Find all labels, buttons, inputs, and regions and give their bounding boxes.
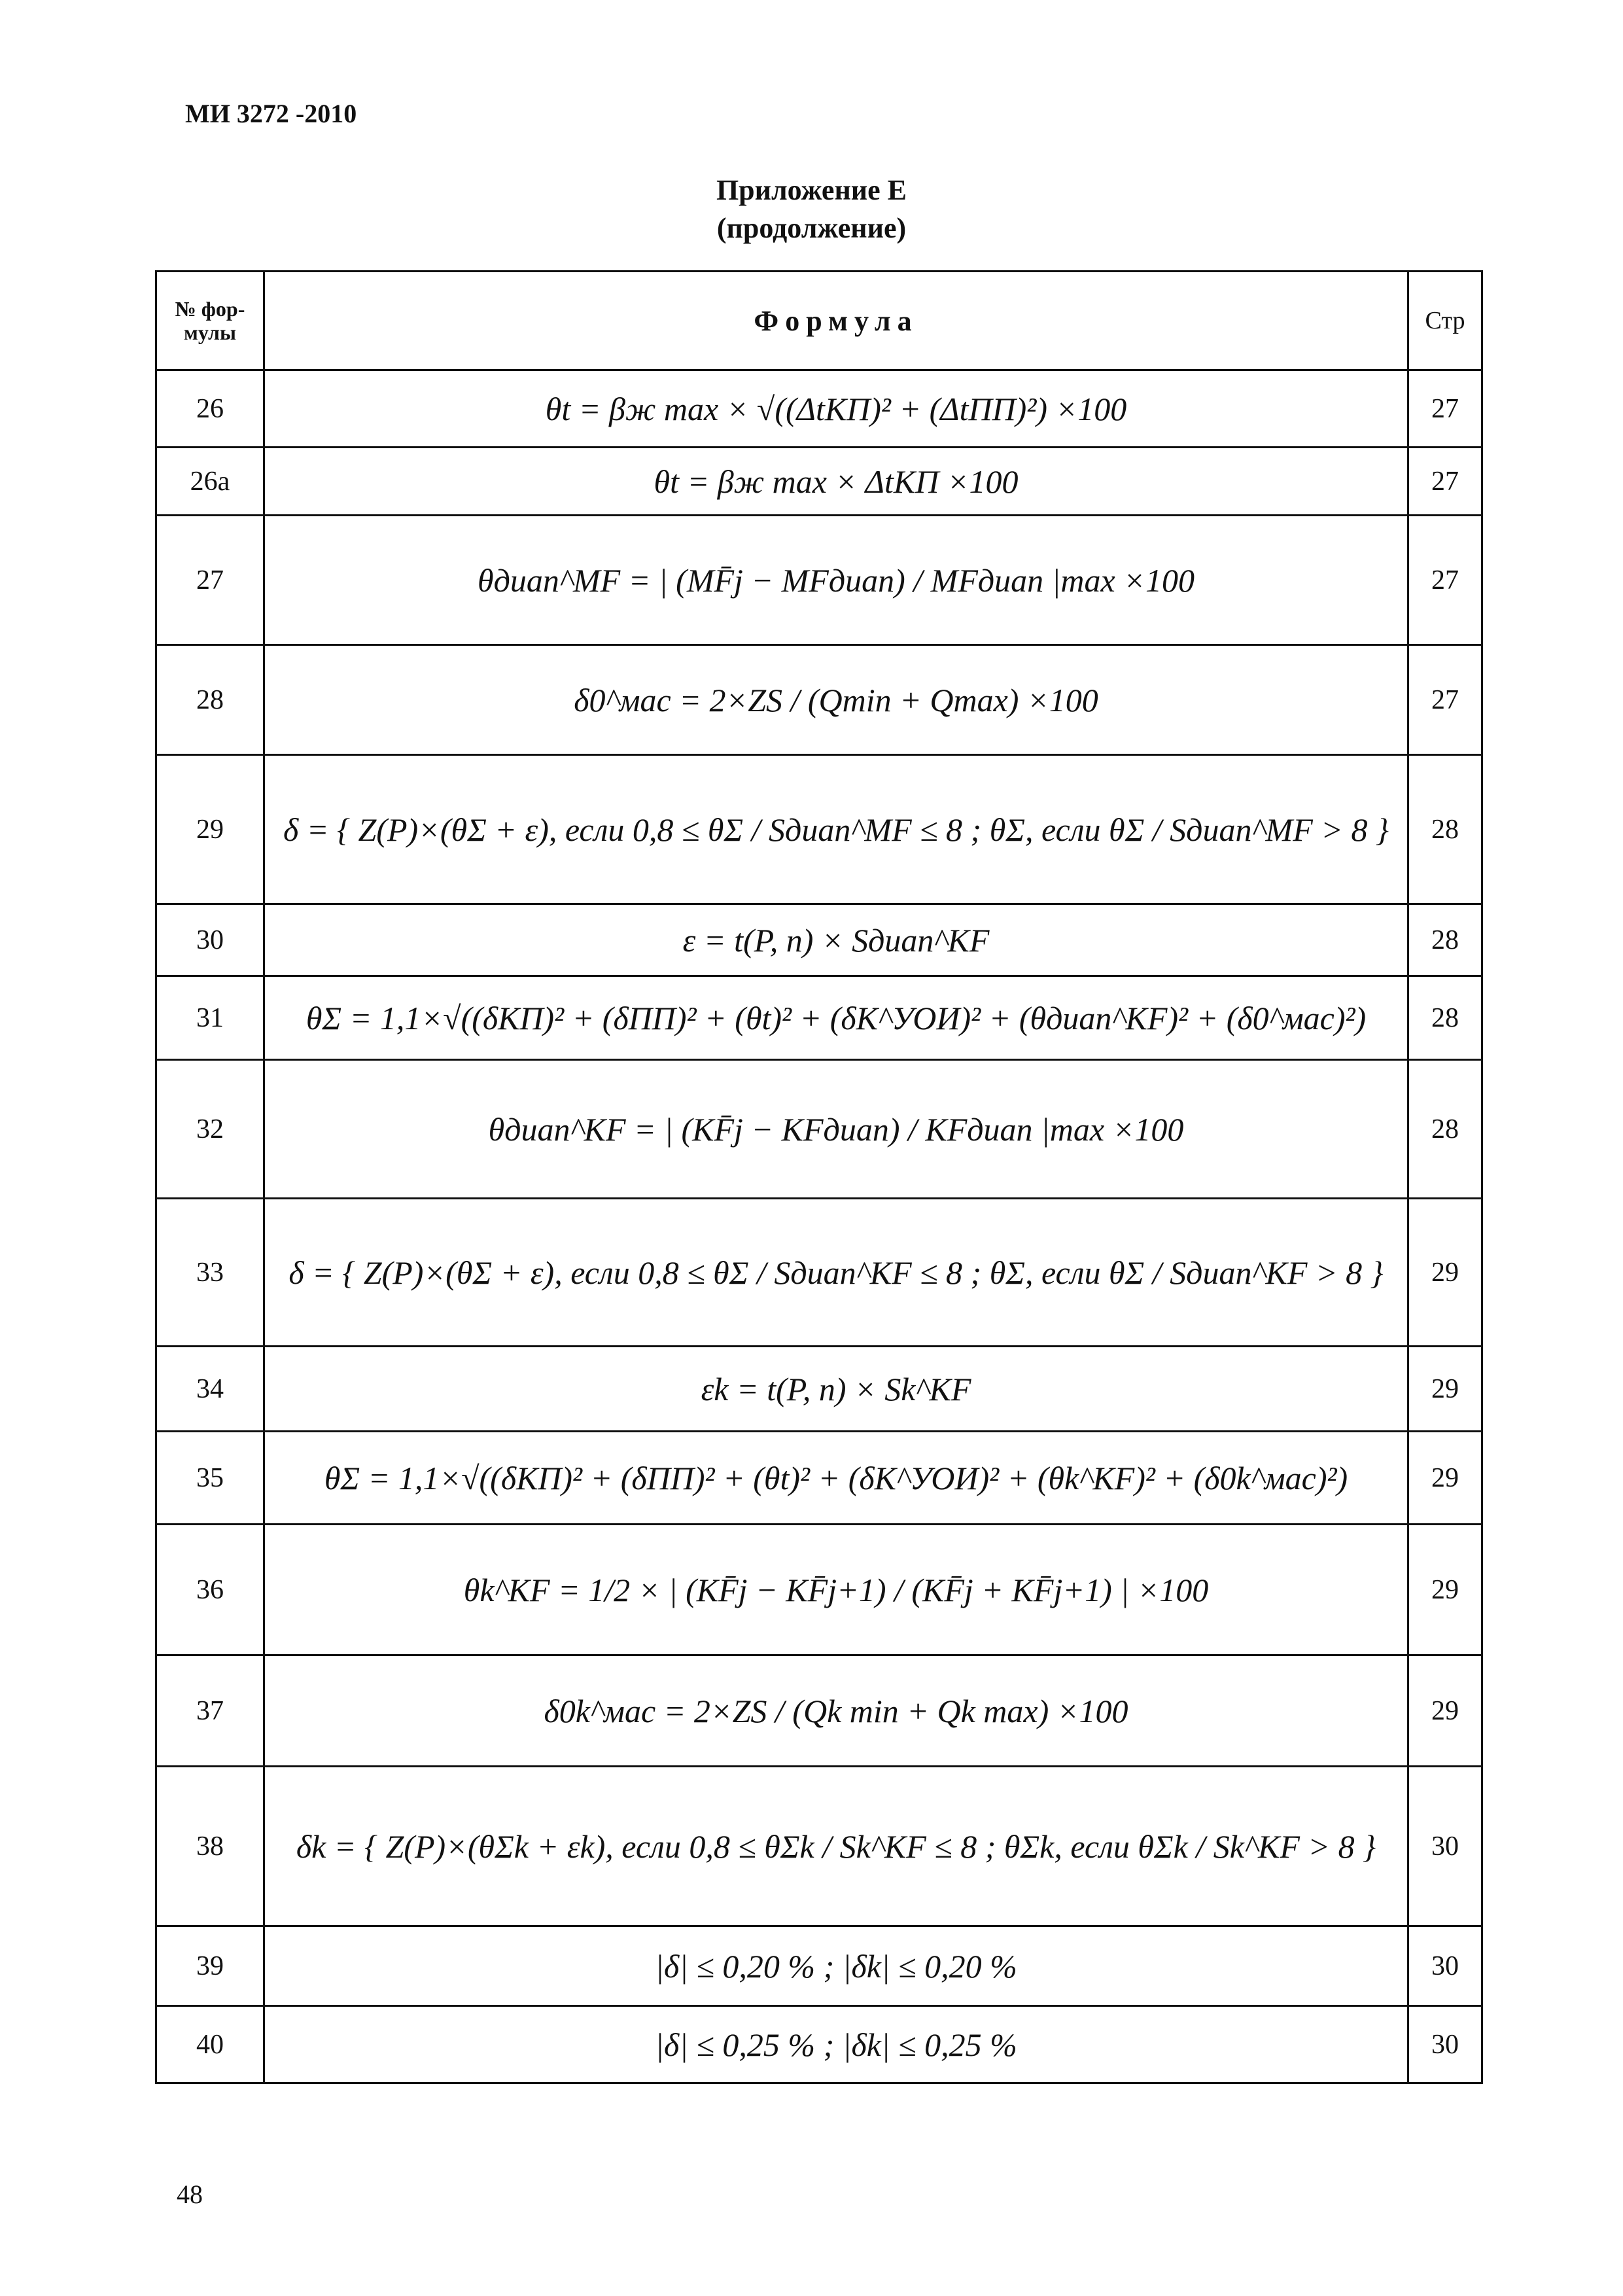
- row-page: 29: [1408, 1432, 1482, 1525]
- table-row: [156, 1926, 1482, 2006]
- table-row: [156, 1525, 1482, 1655]
- row-number: 40: [156, 2006, 264, 2083]
- row-number: 31: [156, 976, 264, 1060]
- row-page: 29: [1408, 1525, 1482, 1655]
- formula-cell: θt = βж max × √((ΔtКП)² + (ΔtПП)²) ×100: [264, 370, 1408, 448]
- header-formula: Формула: [264, 272, 1408, 370]
- table-row: [156, 1199, 1482, 1347]
- row-page: 29: [1408, 1199, 1482, 1347]
- row-page: 28: [1408, 904, 1482, 976]
- header-formula-number: № фор-мулы: [156, 272, 264, 370]
- row-page: 27: [1408, 448, 1482, 516]
- page-number: 48: [177, 2180, 203, 2209]
- row-number: 33: [156, 1199, 264, 1347]
- row-number: 32: [156, 1060, 264, 1199]
- formula-cell: |δ| ≤ 0,25 % ; |δk| ≤ 0,25 %: [264, 2006, 1408, 2083]
- formula-cell: ε = t(P, n) × Sдиап^KF: [264, 904, 1408, 976]
- formula-cell: εk = t(P, n) × Sk^KF: [264, 1347, 1408, 1432]
- formula-cell: δ0k^мас = 2×ZS / (Qk min + Qk max) ×100: [264, 1655, 1408, 1767]
- formula-cell: δ = { Z(P)×(θΣ + ε), если 0,8 ≤ θΣ / Sдиап^MF ≤ 8 ; θΣ, если θΣ / Sдиап^MF > 8 }: [264, 755, 1408, 904]
- row-number: 30: [156, 904, 264, 976]
- row-number: 29: [156, 755, 264, 904]
- table-row: [156, 645, 1482, 755]
- row-page: 28: [1408, 755, 1482, 904]
- formula-cell: |δ| ≤ 0,20 % ; |δk| ≤ 0,20 %: [264, 1926, 1408, 2006]
- table-row: [156, 1060, 1482, 1199]
- formula-cell: θΣ = 1,1×√((δКП)² + (δПП)² + (θt)² + (δК^УОИ)² + (θk^KF)² + (δ0k^мас)²): [264, 1432, 1408, 1525]
- row-number: 26: [156, 370, 264, 448]
- row-number: 27: [156, 516, 264, 645]
- formula-cell: δ = { Z(P)×(θΣ + ε), если 0,8 ≤ θΣ / Sдиап^KF ≤ 8 ; θΣ, если θΣ / Sдиап^KF > 8 }: [264, 1199, 1408, 1347]
- row-page: 30: [1408, 1926, 1482, 2006]
- row-number: 28: [156, 645, 264, 755]
- row-number: 39: [156, 1926, 264, 2006]
- row-page: 28: [1408, 976, 1482, 1060]
- formula-cell: θk^KF = 1/2 × | (KF̄j − KF̄j+1) / (KF̄j + KF̄j+1) | ×100: [264, 1525, 1408, 1655]
- formula-cell: δk = { Z(P)×(θΣk + εk), если 0,8 ≤ θΣk / Sk^KF ≤ 8 ; θΣk, если θΣk / Sk^KF > 8 }: [264, 1767, 1408, 1926]
- row-number: 37: [156, 1655, 264, 1767]
- row-page: 27: [1408, 645, 1482, 755]
- row-page: 29: [1408, 1347, 1482, 1432]
- formula-cell: θt = βж max × ΔtКП ×100: [264, 448, 1408, 516]
- row-number: 34: [156, 1347, 264, 1432]
- document-code: МИ 3272 -2010: [185, 99, 357, 128]
- row-page: 28: [1408, 1060, 1482, 1199]
- table-row: [156, 370, 1482, 448]
- table-row: [156, 2006, 1482, 2083]
- table-row: [156, 1767, 1482, 1926]
- header-page: Стр: [1408, 272, 1482, 370]
- row-number: 26а: [156, 448, 264, 516]
- row-page: 29: [1408, 1655, 1482, 1767]
- row-number: 36: [156, 1525, 264, 1655]
- appendix-title: [0, 171, 1623, 247]
- table-row: [156, 755, 1482, 904]
- row-page: 27: [1408, 370, 1482, 448]
- table-row: [156, 976, 1482, 1060]
- formula-table: [155, 270, 1483, 2084]
- table-row: [156, 1655, 1482, 1767]
- formula-cell: θΣ = 1,1×√((δКП)² + (δПП)² + (θt)² + (δК^УОИ)² + (θдиап^KF)² + (δ0^мас)²): [264, 976, 1408, 1060]
- formula-cell: δ0^мас = 2×ZS / (Qmin + Qmax) ×100: [264, 645, 1408, 755]
- row-number: 38: [156, 1767, 264, 1926]
- appendix-title-line2: (продолжение): [716, 212, 907, 244]
- row-number: 35: [156, 1432, 264, 1525]
- appendix-title-line1: Приложение Е: [716, 174, 907, 206]
- formula-cell: θдиап^KF = | (KF̄j − KFдиап) / KFдиап |max ×100: [264, 1060, 1408, 1199]
- table-row: [156, 1347, 1482, 1432]
- table-header-row: [156, 272, 1482, 370]
- row-page: 30: [1408, 2006, 1482, 2083]
- table-row: [156, 1432, 1482, 1525]
- table-row: [156, 448, 1482, 516]
- formula-cell: θдиап^MF = | (MF̄j − MFдиап) / MFдиап |max ×100: [264, 516, 1408, 645]
- table-row: [156, 904, 1482, 976]
- row-page: 30: [1408, 1767, 1482, 1926]
- table-row: [156, 516, 1482, 645]
- row-page: 27: [1408, 516, 1482, 645]
